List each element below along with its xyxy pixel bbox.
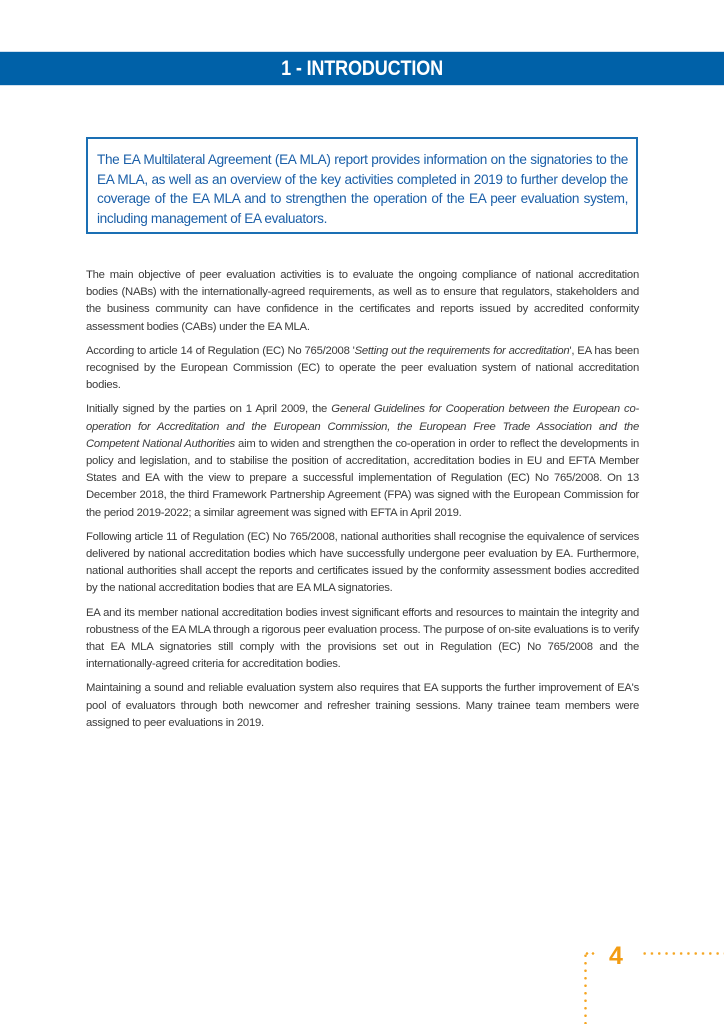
- section-banner: [0, 51, 724, 86]
- text-span: aim to widen and strengthen the co-operation in order to reflect the developments in policy and legislation, and to stabilise the position of accreditation, accreditation bodies in EU and EFTA Member States and EA with the view to prepare a successful implementation of Regulation (EC) No 765/2008. On 13 December 2018, the third Framework Partnership Agreement (FPA) was signed with the European Commission for the period 2019-2022; a similar agreement was signed with EFTA in April 2019.: [86, 437, 639, 519]
- text-span: Initially signed by the parties on 1 April 2009, the: [86, 403, 332, 416]
- section-title: 1 - INTRODUCTION: [281, 56, 443, 80]
- dotted-line-vertical: [584, 952, 587, 1024]
- paragraph: Following article 11 of Regulation (EC) No 765/2008, national authorities shall recognise the equivalence of services delivered by national accreditation bodies which have successfully undergone peer evaluation by EA. Furthermore, national authorities shall accept the reports and certificates issued by the conformity assessment bodies accredited by the national accreditation bodies that are EA MLA signatories.: [86, 530, 639, 595]
- text-span: ', EA has been recognised by the European Commission (EC) to operate the peer evaluation system of national accreditation bodies.: [86, 344, 639, 392]
- paragraph: EA and its member national accreditation bodies invest significant efforts and resources to maintain the integrity and robustness of the EA MLA through a rigorous peer evaluation process. The purpose of on-site evaluations is to verify that EA MLA signatories still comply with the provisions set out in Regulation (EC) No 765/2008 and the internationally-agreed criteria for accreditation bodies.: [86, 606, 639, 671]
- page-number: 4: [609, 942, 623, 970]
- paragraph: Maintaining a sound and reliable evaluation system also requires that EA supports the further improvement of EA's pool of evaluators through both newcomer and refresher training sessions. Many trainee team members were assigned to peer evaluations in 2019.: [86, 682, 639, 729]
- body-text: [86, 267, 639, 739]
- dotted-line-horizontal: [641, 952, 724, 955]
- summary-box: The EA Multilateral Agreement (EA MLA) report provides information on the signatories to the EA MLA, as well as an overview of the key activities completed in 2019 to further develop the coverage of the EA MLA and to strengthen the operation of the EA peer evaluation system, including management of EA evaluators.: [86, 137, 638, 234]
- paragraph: The main objective of peer evaluation activities is to evaluate the ongoing compliance of national accreditation bodies (NABs) with the internationally-agreed requirements, as well as to ensure that regulators, stakeholders and the business community can have confidence in the certificates and reports issued by accredited conformity assessment bodies (CABs) under the EA MLA.: [86, 269, 639, 333]
- paragraph: [86, 401, 639, 521]
- regulation-title: Setting out the requirements for accreditation: [354, 344, 570, 357]
- paragraph: [86, 343, 639, 395]
- text-span: According to article 14 of Regulation (EC) No 765/2008 ': [86, 344, 355, 357]
- dotted-line-corner: [584, 952, 596, 955]
- guidelines-title: General Guidelines for Cooperation between the European co-operation for Accreditation and the European Commission, the European Free Trade Association and the Competent National Authorities: [86, 403, 639, 450]
